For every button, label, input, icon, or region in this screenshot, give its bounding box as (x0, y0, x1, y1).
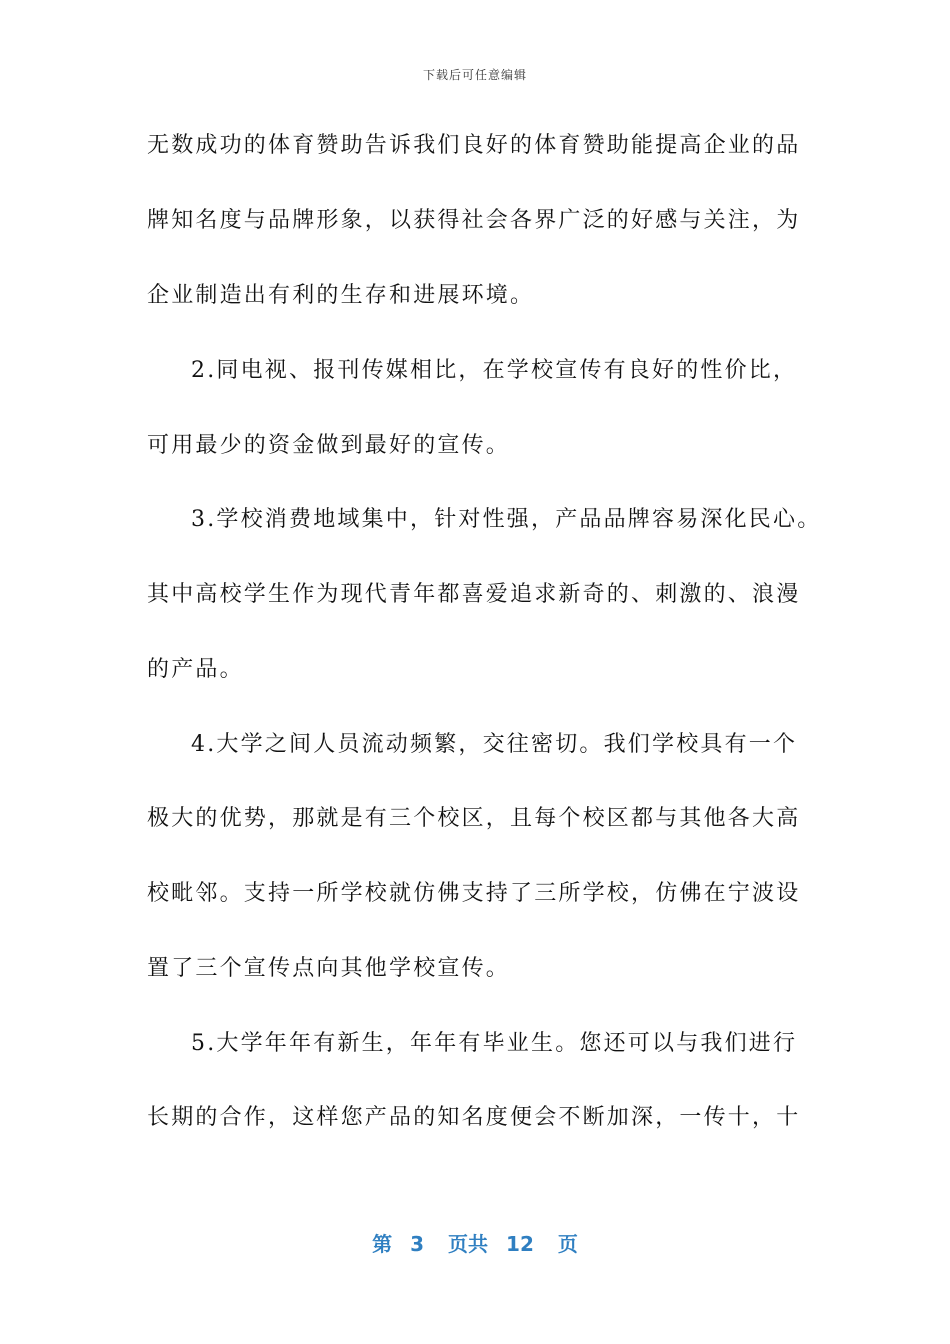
paragraph-line: 4.大学之间人员流动频繁，交往密切。我们学校具有一个 (191, 732, 798, 757)
paragraph-line: 2.同电视、报刊传媒相比，在学校宣传有良好的性价比， (191, 358, 798, 383)
paragraph-line: 置了三个宣传点向其他学校宣传。 (147, 956, 511, 981)
page-prefix: 第 (372, 1232, 393, 1256)
total-pages-number: 12 (506, 1232, 534, 1256)
page-number-footer (0, 1228, 950, 1257)
paragraph-line: 无数成功的体育赞助告诉我们良好的体育赞助能提高企业的品 (147, 133, 801, 158)
page-mid-label: 页共 (448, 1232, 489, 1256)
paragraph-line: 其中高校学生作为现代青年都喜爱追求新奇的、刺激的、浪漫 (147, 582, 801, 607)
paragraph-line: 的产品。 (147, 657, 244, 682)
paragraph-line: 长期的合作，这样您产品的知名度便会不断加深，一传十，十 (147, 1105, 801, 1130)
paragraph-line: 5.大学年年有新生，年年有毕业生。您还可以与我们进行 (191, 1031, 798, 1056)
paragraph-line: 可用最少的资金做到最好的宣传。 (147, 433, 511, 458)
page-suffix: 页 (557, 1232, 578, 1256)
paragraph-line: 牌知名度与品牌形象，以获得社会各界广泛的好感与关注，为 (147, 208, 801, 233)
paragraph-line: 企业制造出有利的生存和进展环境。 (147, 283, 535, 308)
paragraph-line: 极大的优势，那就是有三个校区，且每个校区都与其他各大高 (147, 806, 801, 831)
current-page-number: 3 (410, 1232, 425, 1256)
paragraph-line: 校毗邻。支持一所学校就仿佛支持了三所学校，仿佛在宁波设 (147, 881, 801, 906)
paragraph-line: 3.学校消费地域集中，针对性强，产品品牌容易深化民心。 (191, 507, 822, 532)
header-note: 下载后可任意编辑 (422, 68, 527, 82)
